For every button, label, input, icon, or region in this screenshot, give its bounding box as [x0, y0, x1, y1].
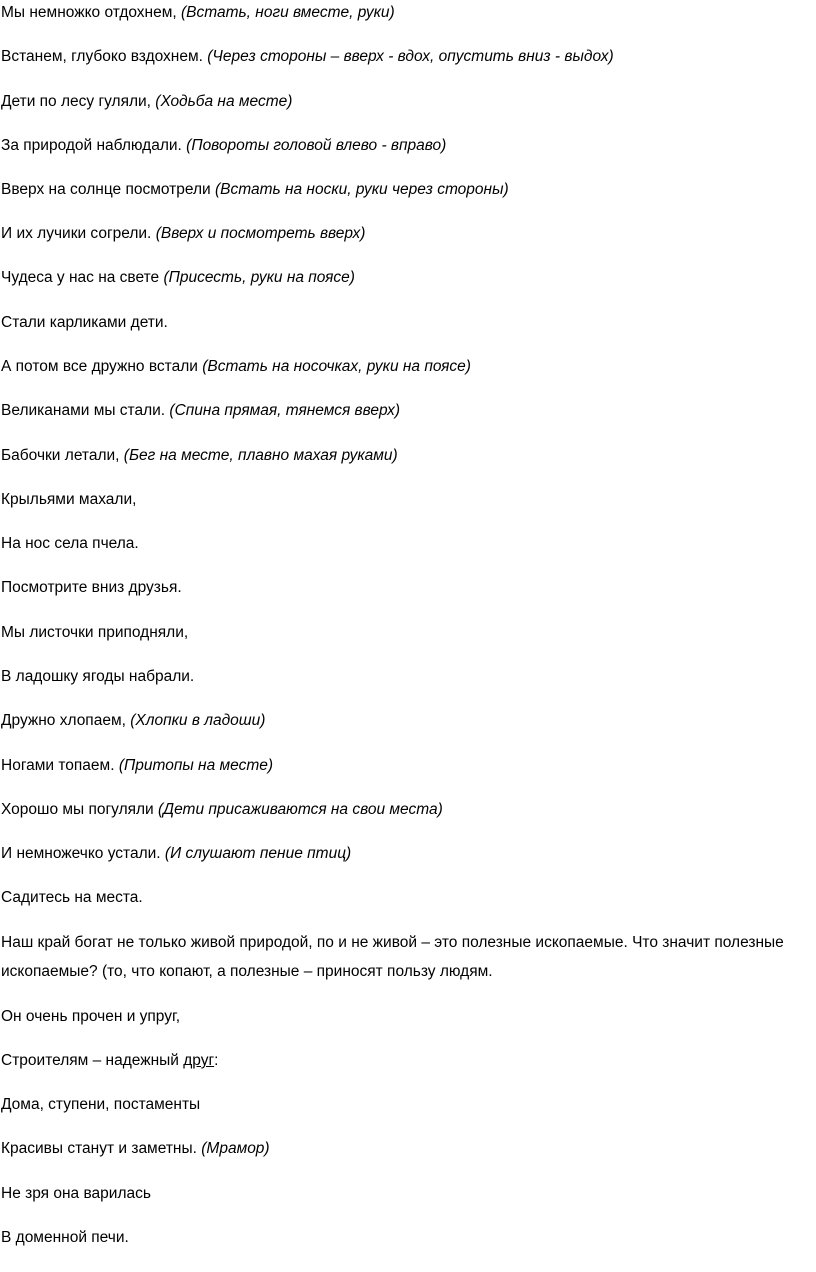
stage-direction: (Хлопки в ладоши)	[130, 712, 266, 729]
text-line	[1, 623, 188, 643]
text-line	[1, 313, 168, 333]
text-line	[1, 136, 446, 156]
text-line	[1, 3, 395, 23]
line-text: Встанем, глубоко вздохнем.	[1, 48, 208, 65]
text-line	[1, 446, 398, 466]
underlined-word: друг	[183, 1052, 215, 1069]
text-line	[1, 224, 365, 244]
text-line	[1, 888, 143, 908]
line-text: Чудеса у нас на свете	[1, 269, 164, 286]
stage-direction: (Встать на носочках, руки на поясе)	[202, 358, 471, 375]
riddle-line: Дома, ступени, постаменты	[1, 1096, 201, 1113]
text-line	[1, 401, 400, 421]
stage-direction: (Вверх и посмотреть вверх)	[155, 225, 366, 242]
line-text: Вверх на солнце посмотрели	[1, 181, 215, 198]
text-line	[1, 357, 471, 377]
paragraph: Наш край богат не только живой природой, по и не живой – это полезные ископаемые. Что значит полезные ископаемые? (то, что копают, а полезные – приносят пользу людям.	[1, 934, 784, 980]
stage-direction: (Повороты головой влево - вправо)	[186, 137, 447, 154]
text-line	[1, 844, 351, 864]
stage-direction: (Встать, ноги вместе, руки)	[181, 4, 395, 21]
riddle-line: В доменной печи.	[1, 1229, 129, 1246]
line-text: И немножечко устали.	[1, 845, 165, 862]
text-line	[1, 268, 355, 288]
line-text: На нос села пчела.	[1, 535, 139, 552]
text-line	[1, 711, 265, 731]
line-text: Великанами мы стали.	[1, 402, 170, 419]
riddle-answer: (Мрамор)	[201, 1140, 270, 1157]
stage-direction: (Присесть, руки на поясе)	[163, 269, 355, 286]
riddle-punctuation: :	[214, 1052, 219, 1069]
stage-direction: (Спина прямая, тянемся вверх)	[169, 402, 401, 419]
riddle-line: Не зря она варилась	[1, 1185, 151, 1202]
text-line	[1, 578, 182, 598]
line-text: Садитесь на места.	[1, 889, 143, 906]
line-text: Дружно хлопаем,	[1, 712, 131, 729]
line-text: Мы немножко отдохнем,	[1, 4, 182, 21]
text-line	[1, 490, 136, 510]
line-text: В ладошку ягоды набрали.	[1, 668, 195, 685]
stage-direction: (Ходьба на месте)	[155, 93, 293, 110]
line-text: Дети по лесу гуляли,	[1, 93, 156, 110]
line-text: А потом все дружно встали	[1, 358, 203, 375]
text-line	[1, 667, 194, 687]
stage-direction: (Притопы на месте)	[118, 757, 274, 774]
line-text: Стали карликами дети.	[1, 314, 168, 331]
text-line	[1, 47, 614, 67]
line-text: Хорошо мы погуляли	[1, 801, 159, 818]
line-text: Бабочки летали,	[1, 447, 124, 464]
line-text: Крыльями махали,	[1, 491, 137, 508]
riddle-line: Он очень прочен и упруг,	[1, 1008, 181, 1025]
stage-direction: (Бег на месте, плавно махая руками)	[123, 447, 398, 464]
riddle-line	[1, 1051, 218, 1071]
text-line	[1, 800, 443, 820]
text-line	[1, 180, 509, 200]
stage-direction: (Дети присаживаются на свои места)	[158, 801, 443, 818]
stage-direction: (И слушают пение птиц)	[164, 845, 352, 862]
text-line	[1, 92, 292, 112]
line-text: Ногами топаем.	[1, 757, 119, 774]
line-text: За природой наблюдали.	[1, 137, 187, 154]
riddle-text: Строителям – надежный	[1, 1052, 184, 1069]
line-text: И их лучики согрели.	[1, 225, 156, 242]
line-text: Посмотрите вниз друзья.	[1, 579, 182, 596]
stage-direction: (Встать на носки, руки через стороны)	[214, 181, 509, 198]
text-line	[1, 756, 273, 776]
stage-direction: (Через стороны – вверх - вдох, опустить вниз - выдох)	[207, 48, 614, 65]
text-line	[1, 534, 139, 554]
riddle-line	[1, 1139, 270, 1159]
riddle-text: Красивы станут и заметны.	[1, 1140, 202, 1157]
line-text: Мы листочки приподняли,	[1, 624, 189, 641]
